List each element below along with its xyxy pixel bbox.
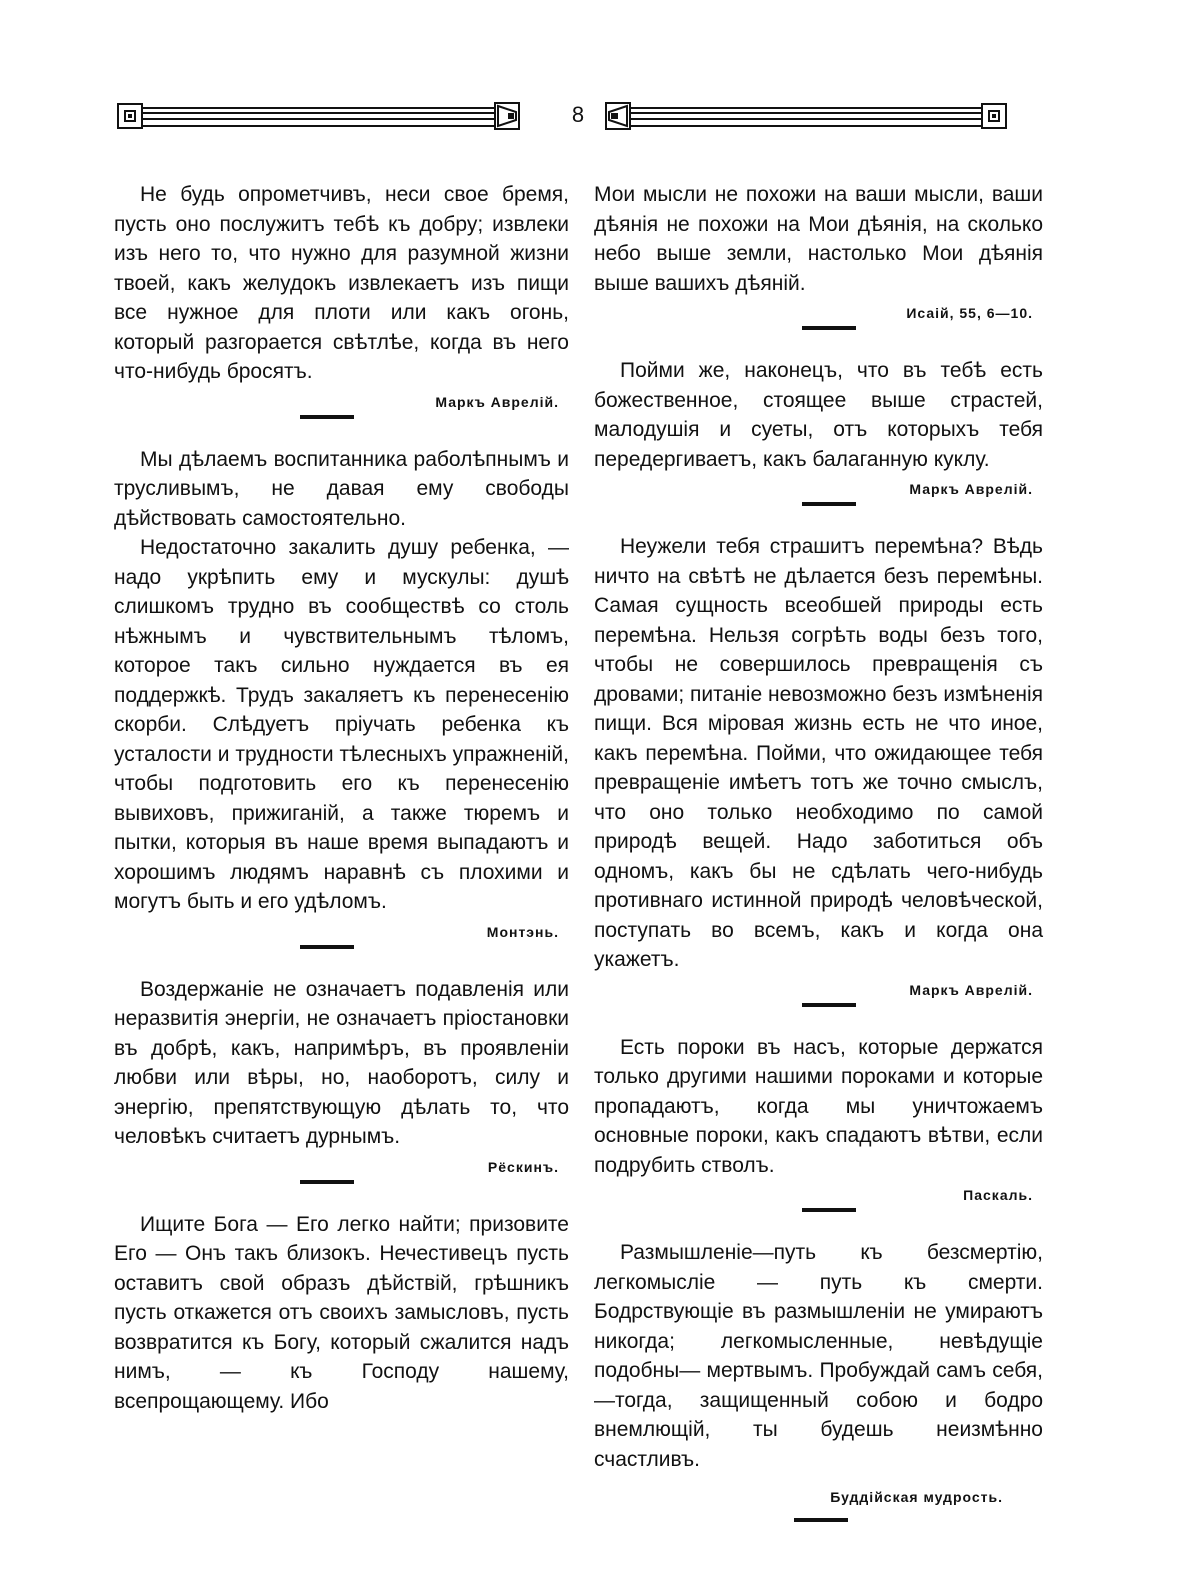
quote-block	[594, 180, 1043, 330]
separator-rule	[300, 945, 354, 949]
quote-paragraph: Недостаточно закалить душу ребенка, —надо укрѣпить ему и мускулы: душѣ слишкомъ трудно въ сообществѣ со столь нѣжнымъ и чувствительнымъ тѣломъ, которое такъ сильно нуждается въ ея поддержкѣ. Трудъ закаляетъ къ перенесенію скорби. Слѣдуетъ пріучать ребенка къ усталости и трудности тѣлесныхъ упражненій, чтобы подготовить его къ перенесенію вывиховъ, прижиганій, а также тюремъ и пытки, которыя въ наше время выпадаютъ и хорошимъ людямъ наравнѣ съ плохими и могутъ быть и его удѣломъ.	[114, 536, 569, 913]
page-number: 8	[571, 102, 585, 127]
quote-author: Буддійская мудрость.	[830, 1489, 1003, 1505]
quote-author: Паскаль.	[963, 1187, 1033, 1203]
bow-ornament-left-icon	[494, 102, 520, 130]
quote-author: Маркъ Аврелій.	[909, 481, 1033, 497]
quote-block	[594, 1238, 1043, 1522]
quote-paragraph: Есть пороки въ насъ, которые держатся только другими нашими пороками и которые пропадаютъ, когда мы уничтожаемъ основные пороки, какъ спадаютъ вѣтви, если подрубить стволъ.	[594, 1035, 1043, 1177]
quote-paragraph: Воздержаніе не означаетъ подавленія или неразвитія энергіи, не означаетъ пріостановки въ добрѣ, какъ, напримѣръ, въ проявленіи любви или вѣры, но, наоборотъ, силу и энергію, препятствующую дѣлать то, что человѣкъ считаетъ дурнымъ.	[114, 977, 569, 1148]
quote-block	[594, 532, 1043, 1007]
quote-block	[114, 445, 569, 949]
square-ornament-right-icon	[981, 103, 1007, 129]
quote-paragraph: Размышленіе—путь къ безсмертію, легкомысліе — путь къ смерти. Бодрствующіе въ размышленіи не умираютъ никогда; легкомысленные, невѣдущіе подобны— мертвымъ. Пробуждай самъ себя,—тогда, защищенный собою и бодро внемлющій, ты будешь неизмѣнно счастливъ.	[594, 1241, 1043, 1471]
quote-paragraph: Мы дѣлаемъ воспитанника раболѣпнымъ и трусливымъ, не давая ему свободы дѣйствовать самостоятельно.	[114, 447, 569, 530]
separator-rule	[794, 1518, 848, 1522]
quote-block	[594, 1033, 1043, 1213]
square-ornament-left-icon	[117, 103, 143, 129]
quote-paragraph: Пойми же, наконецъ, что въ тебѣ есть божественное, стоящее выше страстей, малодушія и суеты, отъ которыхъ тебя передергиваетъ, какъ балаганную куклу.	[594, 359, 1043, 471]
separator-rule	[300, 1180, 354, 1184]
quote-paragraph: Ищите Бога — Его легко найти; призовите Его — Онъ такъ близокъ. Нечестивецъ пусть оставитъ свой образъ дѣйствій, грѣшникъ пусть откажется отъ своихъ замысловъ, пусть возвратится къ Богу, который сжалится надъ нимъ, — къ Господу нашему, всепрощающему. Ибо	[114, 1212, 569, 1413]
separator-rule	[802, 1208, 856, 1212]
header-rule-right	[631, 107, 981, 127]
quote-author: Монтэнь.	[486, 923, 559, 940]
quote-author: Рёскинъ.	[487, 1158, 559, 1175]
quote-block	[114, 1210, 569, 1417]
quote-paragraph: Мои мысли не похожи на ваши мысли, ваши дѣянія не похожи на Мои дѣянія, на сколько небо выше земли, настолько Мои дѣянія выше вашихъ дѣяній.	[594, 183, 1043, 295]
quote-author: Исаій, 55, 6—10.	[906, 305, 1033, 321]
page-header-ornament	[0, 0, 1191, 150]
quote-author: Маркъ Аврелій.	[909, 981, 1033, 998]
separator-rule	[802, 502, 856, 506]
quote-block	[114, 180, 569, 419]
bow-ornament-right-icon	[605, 102, 631, 130]
quote-block	[114, 975, 569, 1184]
header-rule-left	[143, 107, 494, 127]
right-column	[594, 180, 1043, 1548]
separator-rule	[300, 415, 354, 419]
separator-rule	[802, 326, 856, 330]
quote-block	[594, 356, 1043, 506]
separator-rule	[802, 1003, 856, 1007]
quote-author: Маркъ Аврелій.	[435, 393, 559, 410]
left-column	[114, 180, 569, 1416]
quote-paragraph: Не будь опрометчивъ, неси свое бремя, пусть оно послужитъ тебѣ къ добру; извлеки изъ него то, что нужно для разумной жизни твоей, какъ желудокъ извлекаетъ изъ пищи все нужное для плоти или какъ огонь, который разгорается свѣтлѣе, когда въ него что-нибудь бросятъ.	[114, 183, 569, 383]
quote-paragraph: Неужели тебя страшитъ перемѣна? Вѣдь ничто на свѣтѣ не дѣлается безъ перемѣны. Самая сущность всеобшей природы есть перемѣна. Нельзя согрѣть воды безъ того, чтобы не совершилось превращенія съ дровами; питаніе невозможно безъ измѣненія пищи. Вся міровая жизнь есть не что иное, какъ перемѣна. Пойми, что ожидающее тебя превращеніе имѣетъ тотъ же точно смыслъ, что оно только необходимо по самой природѣ вещей. Надо заботиться объ одномъ, какъ бы не сдѣлать чего-нибудь противнаго истинной природѣ человѣческой, поступать во всемъ, какъ и когда она укажетъ.	[594, 535, 1044, 971]
